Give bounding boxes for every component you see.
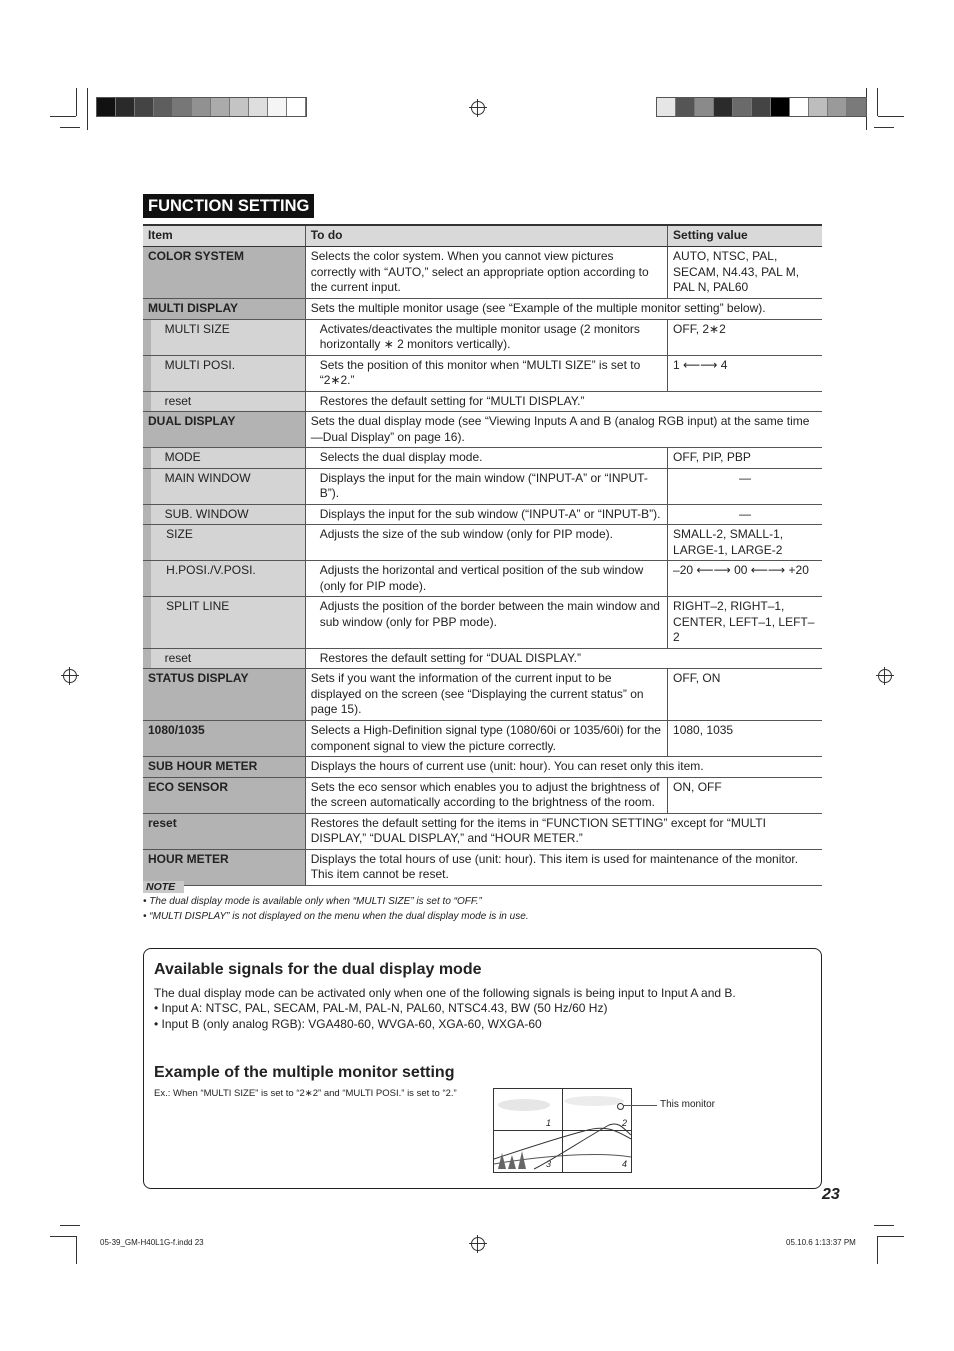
row-item: reset [143,813,305,849]
color-swatch [695,98,714,116]
color-swatch [230,98,249,116]
table-row [143,247,822,299]
crop-mark [87,88,88,130]
row-item: reset [151,648,306,669]
footer-timestamp: 05.10.6 1:13:37 PM [786,1238,856,1247]
color-swatch [192,98,211,116]
table-row [143,669,822,721]
row-indent [143,648,151,669]
row-value: OFF, 2∗2 [668,319,822,355]
row-indent [143,355,151,391]
grid-cell-label: 1 [546,1118,552,1128]
row-item: ECO SENSOR [143,777,305,813]
crop-mark [878,1236,904,1237]
table-row [143,721,822,757]
row-item: MULTI SIZE [151,319,306,355]
row-indent [143,448,151,469]
table-row [143,468,822,504]
row-todo: Adjusts the size of the sub window (only for PIP mode). [305,525,667,561]
table-row [143,391,822,412]
row-value: — [668,468,822,504]
row-item: SUB. WINDOW [151,504,306,525]
row-indent [151,561,159,597]
color-bar-left [96,97,307,117]
registration-mark-icon [878,669,892,683]
table-row [143,757,822,778]
row-item: SPLIT LINE [158,597,305,649]
row-indent [143,468,151,504]
table-header-row [143,225,822,247]
signals-title: Available signals for the dual display mode [154,961,482,978]
crop-mark [60,1225,80,1226]
callout-line [623,1105,657,1106]
row-todo: Sets the multiple monitor usage (see “Example of the multiple monitor setting” below). [305,299,822,320]
table-row [143,448,822,469]
table-row [143,648,822,669]
row-item: reset [151,391,306,412]
row-todo: Displays the input for the main window (“INPUT-A” or “INPUT-B”). [305,468,667,504]
row-item: STATUS DISPLAY [143,669,305,721]
color-swatch [847,98,866,116]
table-row [143,561,822,597]
header-todo: To do [305,225,667,247]
crop-mark [76,1236,77,1264]
row-value: OFF, PIP, PBP [668,448,822,469]
color-swatch [657,98,676,116]
table-row [143,813,822,849]
section-heading: FUNCTION SETTING [143,194,314,218]
row-todo: Restores the default setting for “DUAL DISPLAY.” [305,648,822,669]
row-indent [143,525,151,561]
color-swatch [287,98,306,116]
header-value: Setting value [668,225,822,247]
color-swatch [676,98,695,116]
grid-cell-label: 3 [546,1159,552,1169]
row-todo: Sets the dual display mode (see “Viewing Inputs A and B (analog RGB input) at the same time—Dual Display” on page 16). [305,412,822,448]
color-swatch [790,98,809,116]
row-value: 1 ⟵⟶ 4 [668,355,822,391]
color-swatch [154,98,173,116]
crop-mark [874,127,894,128]
table-row [143,597,822,649]
example-caption: Ex.: When “MULTI SIZE” is set to “2∗2” and “MULTI POSI.” is set to “2.” [154,1088,457,1099]
note-label: NOTE [143,881,184,893]
signals-input-a: • Input A: NTSC, PAL, SECAM, PAL-M, PAL-N, PAL60, NTSC4.43, BW (50 Hz/60 Hz) [154,1001,608,1015]
crop-mark [50,116,76,117]
crop-mark [874,1225,894,1226]
color-swatch [771,98,790,116]
table-row [143,849,822,885]
crop-mark [50,1236,76,1237]
row-todo: Displays the hours of current use (unit: hour). You can reset only this item. [305,757,822,778]
row-item: MULTI DISPLAY [143,299,305,320]
row-indent [143,597,151,649]
crop-mark [76,88,77,116]
crop-mark [877,1236,878,1264]
crop-mark [60,127,80,128]
registration-mark-icon [471,101,485,115]
callout-label: This monitor [660,1099,716,1110]
row-todo: Restores the default setting for “MULTI DISPLAY.” [305,391,822,412]
row-todo: Sets if you want the information of the current input to be displayed on the screen (see “Displaying the current status” on page 15). [305,669,667,721]
color-bar-right [656,97,867,117]
row-indent [143,561,151,597]
row-value: AUTO, NTSC, PAL, SECAM, N4.43, PAL M, PAL N, PAL60 [668,247,822,299]
color-swatch [733,98,752,116]
grid-cell-label: 2 [622,1118,628,1128]
color-swatch [752,98,771,116]
row-value: — [668,504,822,525]
row-indent [151,525,159,561]
color-swatch [211,98,230,116]
row-todo: Adjusts the horizontal and vertical position of the sub window (only for PIP mode). [305,561,667,597]
row-indent [143,504,151,525]
crop-mark [877,88,878,116]
color-swatch [173,98,192,116]
signals-intro: The dual display mode can be activated only when one of the following signals is being input to Input A and B. [154,986,736,1000]
signals-input-b: • Input B (only analog RGB): VGA480-60, WVGA-60, XGA-60, WXGA-60 [154,1017,542,1031]
table-row [143,504,822,525]
row-item: SIZE [158,525,305,561]
row-item: MODE [151,448,306,469]
row-todo: Selects the color system. When you cannot view pictures correctly with “AUTO,” select an appropriate option according to the current input. [305,247,667,299]
row-item: MAIN WINDOW [151,468,306,504]
row-todo: Sets the position of this monitor when “MULTI SIZE” is set to “2∗2.” [305,355,667,391]
table-row [143,299,822,320]
row-value: RIGHT–2, RIGHT–1, CENTER, LEFT–1, LEFT–2 [668,597,822,649]
row-todo: Activates/deactivates the multiple monitor usage (2 monitors horizontally ∗ 2 monitors vertically). [305,319,667,355]
row-todo: Sets the eco sensor which enables you to adjust the brightness of the screen automatically according to the brightness of the room. [305,777,667,813]
row-indent [151,597,159,649]
color-swatch [268,98,287,116]
grid-cell-label: 4 [622,1159,628,1169]
row-indent [143,319,151,355]
table-row [143,777,822,813]
row-item: MULTI POSI. [151,355,306,391]
registration-mark-icon [63,669,77,683]
table-row [143,355,822,391]
row-indent [143,391,151,412]
row-value: –20 ⟵⟶ 00 ⟵⟶ +20 [668,561,822,597]
grid-divider [494,1130,631,1131]
page-number: 23 [822,1186,840,1203]
row-todo: Selects the dual display mode. [305,448,667,469]
function-setting-table [143,224,822,886]
row-todo: Displays the input for the sub window (“INPUT-A” or “INPUT-B”). [305,504,667,525]
registration-mark-icon [471,1237,485,1251]
color-swatch [249,98,268,116]
row-todo: Displays the total hours of use (unit: hour). This item is used for maintenance of the monitor. This item cannot be reset. [305,849,822,885]
color-swatch [828,98,847,116]
note-line: • The dual display mode is available only when “MULTI SIZE” is set to “OFF.” [143,896,482,907]
row-item: HOUR METER [143,849,305,885]
footer-file: 05-39_GM-H40L1G-f.indd 23 [100,1238,204,1247]
color-swatch [809,98,828,116]
row-item: DUAL DISPLAY [143,412,305,448]
row-value: SMALL-2, SMALL-1, LARGE-1, LARGE-2 [668,525,822,561]
table-row [143,412,822,448]
table-row [143,525,822,561]
header-item: Item [143,225,305,247]
row-value: ON, OFF [668,777,822,813]
row-item: 1080/1035 [143,721,305,757]
color-swatch [97,98,116,116]
row-item: SUB HOUR METER [143,757,305,778]
row-todo: Adjusts the position of the border between the main window and sub window (only for PBP mode). [305,597,667,649]
row-item: H.POSI./V.POSI. [158,561,305,597]
note-line: • “MULTI DISPLAY” is not displayed on the menu when the dual display mode is in use. [143,911,529,922]
row-value: OFF, ON [668,669,822,721]
color-swatch [714,98,733,116]
color-swatch [116,98,135,116]
example-title: Example of the multiple monitor setting [154,1064,455,1081]
row-item: COLOR SYSTEM [143,247,305,299]
row-todo: Selects a High-Definition signal type (1080/60i or 1035/60i) for the component signal to view the picture correctly. [305,721,667,757]
table-row [143,319,822,355]
color-swatch [135,98,154,116]
row-value: 1080, 1035 [668,721,822,757]
crop-mark [878,116,904,117]
monitor-grid-illustration [493,1088,632,1173]
row-todo: Restores the default setting for the items in “FUNCTION SETTING” except for “MULTI DISPLAY,” “DUAL DISPLAY,” and “HOUR METER.” [305,813,822,849]
